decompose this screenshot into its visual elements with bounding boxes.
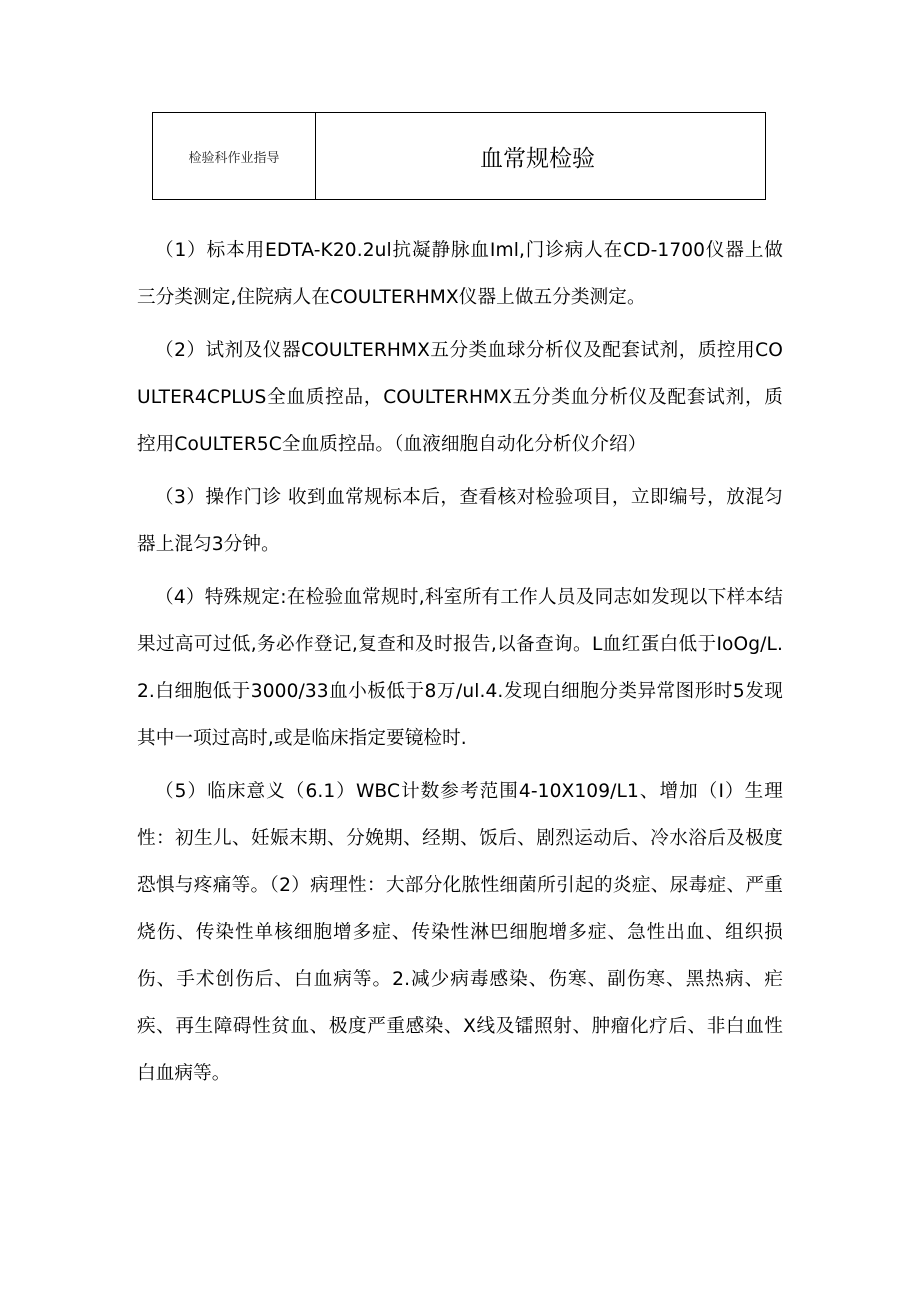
paragraph-reagents: （2）试剂及仪器COULTERHMX五分类血球分析仪及配套试剂，质控用COULTER4CPLUS全血质控品，COULTERHMX五分类血分析仪及配套试剂，质控用CoULTER5C全血质控品。（血液细胞自动化分析仪介绍） (137, 340, 783, 455)
paragraph-clinical-significance: （5）临床意义（6.1）WBC计数参考范围4-10X109/L1、增加（I）生理性：初生儿、妊娠末期、分娩期、经期、饭后、剧烈运动后、冷水浴后及极度恐惧与疼痛等。（2）病理性：大部分化脓性细菌所引起的炎症、尿毒症、严重烧伤、传染性单核细胞增多症、传染性淋巴细胞增多症、急性出血、组织损伤、手术创伤后、白血病等。2.减少病毒感染、伤寒、副伤寒、黑热病、疟疾、再生障碍性贫血、极度严重感染、X线及镭照射、肿瘤化疗后、非白血性白血病等。 (137, 781, 783, 1084)
document-body (137, 227, 783, 1103)
paragraph-specimen: （1）标本用EDTA-K20.2ul抗凝静脉血Iml,门诊病人在CD-1700仪器上做三分类测定,住院病人在COULTERHMX仪器上做五分类测定。 (137, 240, 783, 308)
document-title: 血常规检验 (480, 145, 595, 172)
paragraph-special-rules: （4）特殊规定:在检验血常规时,科室所有工作人员及同志如发现以下样本结果过高可过低,务必作登记,复查和及时报告,以备查询。L血红蛋白低于IoOg/L.2.白细胞低于3000/33血小板低于8万/ul.4.发现白细胞分类异常图形时5发现其中一项过高时,或是临床指定要镜检时. (137, 587, 783, 749)
header-table (152, 112, 766, 200)
paragraph-operation: （3）操作门诊 收到血常规标本后，查看核对检验项目，立即编号，放混匀器上混匀3分钟。 (137, 487, 783, 555)
header-left-label: 检验科作业指导 (153, 113, 316, 199)
